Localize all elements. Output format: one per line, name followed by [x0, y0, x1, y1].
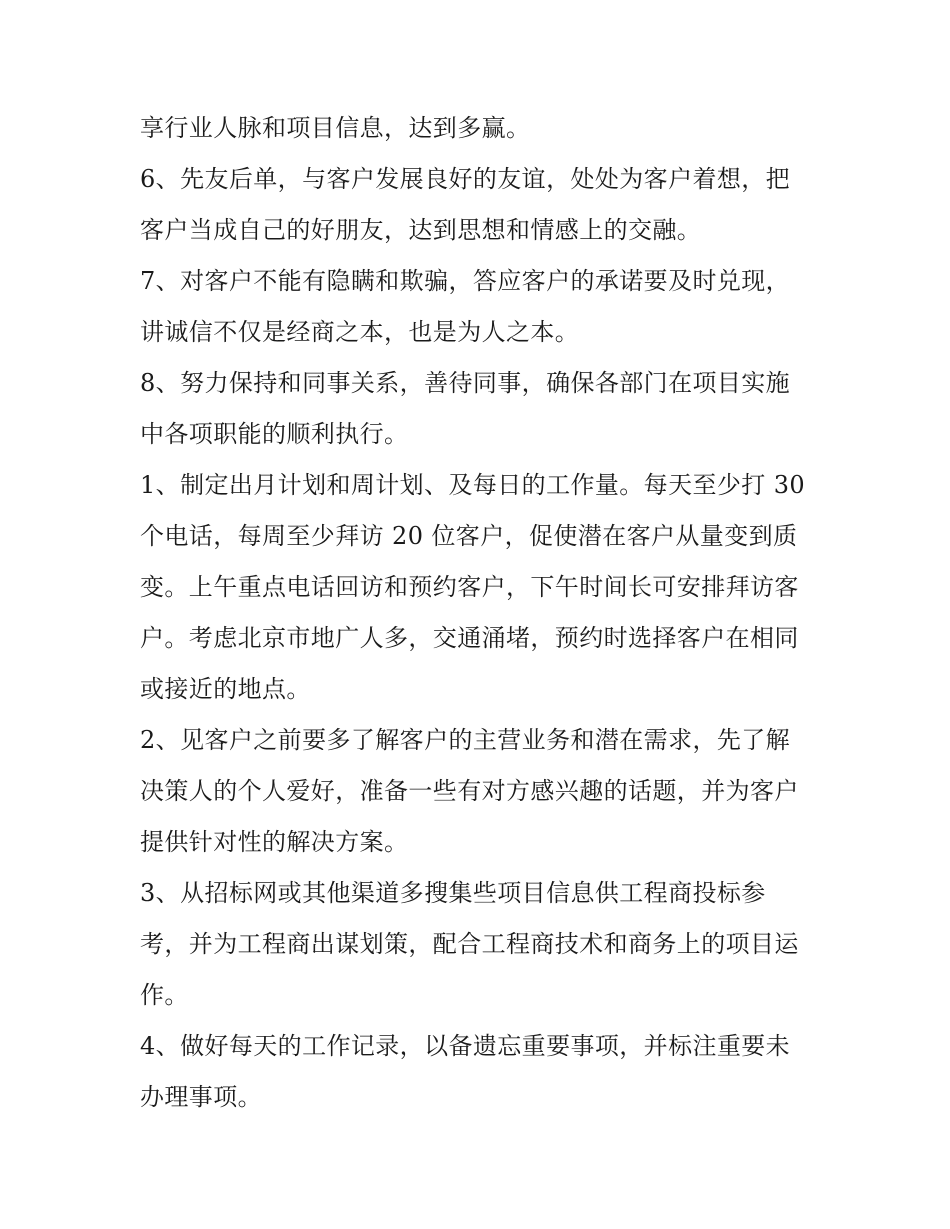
text-line: 或接近的地点。: [140, 675, 311, 703]
text-line: 提供针对性的解决方案。: [140, 828, 409, 856]
text-line: 讲诚信不仅是经商之本，也是为人之本。: [140, 318, 580, 346]
text-line: 6、先友后单，与客户发展良好的友谊，处处为客户着想，把: [140, 165, 791, 193]
text-line: 4、做好每天的工作记录，以备遗忘重要事项，并标注重要未: [140, 1032, 791, 1060]
text-line: 户。考虑北京市地广人多，交通涌堵，预约时选择客户在相同: [140, 624, 799, 652]
text-line: 考，并为工程商出谋划策，配合工程商技术和商务上的项目运: [140, 930, 799, 958]
text-line: 7、对客户不能有隐瞒和欺骗，答应客户的承诺要及时兑现，: [140, 267, 791, 295]
text-line: 2、见客户之前要多了解客户的主营业务和潜在需求，先了解: [140, 726, 791, 754]
text-line: 8、努力保持和同事关系，善待同事，确保各部门在项目实施: [140, 369, 791, 397]
text-line: 办理事项。: [140, 1083, 262, 1111]
text-line: 中各项职能的顺利执行。: [140, 420, 409, 448]
document-body: [140, 103, 820, 1123]
text-line: 客户当成自己的好朋友，达到思想和情感上的交融。: [140, 216, 702, 244]
text-line: 变。上午重点电话回访和预约客户，下午时间长可安排拜访客: [140, 573, 799, 601]
text-line: 个电话，每周至少拜访 20 位客户，促使潜在客户从量变到质: [140, 522, 798, 550]
text-line: 享行业人脉和项目信息，达到多赢。: [140, 114, 531, 142]
text-line: 1、制定出月计划和周计划、及每日的工作量。每天至少打 30: [140, 471, 806, 499]
text-line: 作。: [140, 981, 189, 1009]
text-line: 3、从招标网或其他渠道多搜集些项目信息供工程商投标参: [140, 879, 766, 907]
text-line: 决策人的个人爱好，准备一些有对方感兴趣的话题，并为客户: [140, 777, 799, 805]
